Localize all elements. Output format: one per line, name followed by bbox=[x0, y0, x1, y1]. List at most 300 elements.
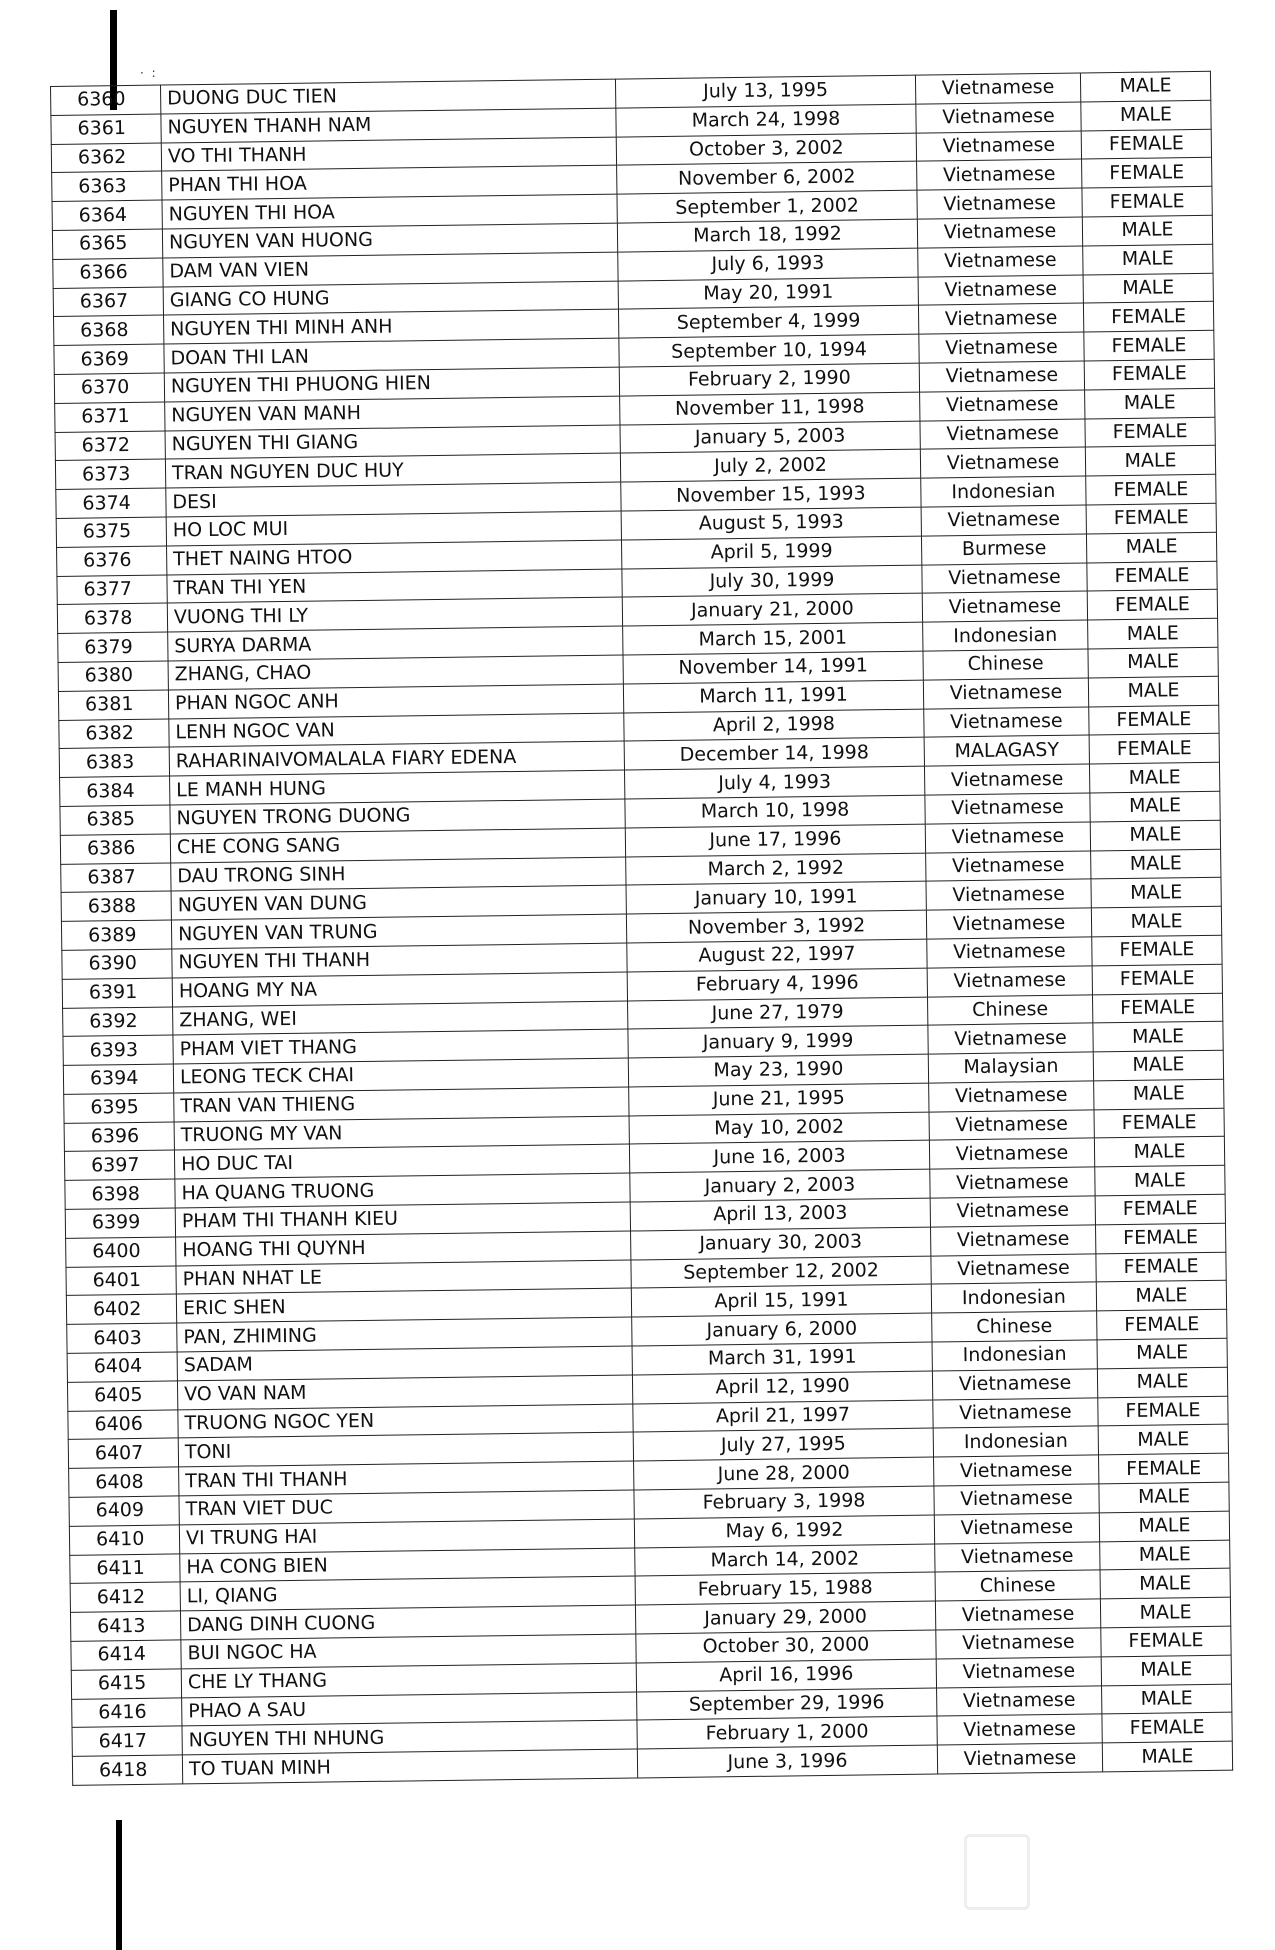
nationality-cell: Vietnamese bbox=[920, 447, 1085, 478]
person-name-cell: PHAM THI THANH KIEU bbox=[175, 1202, 630, 1237]
nationality-cell: Vietnamese bbox=[930, 1167, 1095, 1198]
person-name-cell: DAU TRONG SINH bbox=[171, 857, 626, 892]
person-name-cell: ERIC SHEN bbox=[176, 1288, 631, 1323]
record-id-cell: 6368 bbox=[54, 315, 164, 345]
gender-cell: MALE bbox=[1085, 388, 1215, 418]
person-name-cell: HOANG MY NA bbox=[172, 972, 627, 1007]
record-id-cell: 6405 bbox=[67, 1381, 177, 1411]
birth-date-cell: March 31, 1991 bbox=[632, 1342, 932, 1375]
birth-date-cell: January 5, 2003 bbox=[620, 421, 920, 454]
person-name-cell: VO THI THANH bbox=[161, 137, 616, 172]
record-id-cell: 6390 bbox=[62, 949, 172, 979]
record-id-cell: 6402 bbox=[66, 1294, 176, 1324]
nationality-cell: Vietnamese bbox=[936, 1657, 1101, 1688]
gender-cell: MALE bbox=[1082, 215, 1212, 245]
nationality-cell: Vietnamese bbox=[919, 361, 1084, 392]
record-id-cell: 6384 bbox=[60, 776, 170, 806]
roster-body bbox=[51, 71, 1233, 1785]
gender-cell: FEMALE bbox=[1092, 964, 1222, 994]
record-id-cell: 6413 bbox=[70, 1611, 180, 1641]
nationality-cell: Vietnamese bbox=[936, 1628, 1101, 1659]
gender-cell: FEMALE bbox=[1092, 935, 1222, 965]
person-name-cell: NGUYEN THI THANH bbox=[172, 943, 627, 978]
gender-cell: FEMALE bbox=[1083, 302, 1213, 332]
record-id-cell: 6415 bbox=[71, 1669, 181, 1699]
birth-date-cell: June 21, 1995 bbox=[629, 1083, 929, 1116]
birth-date-cell: March 18, 1992 bbox=[617, 219, 917, 252]
person-name-cell: RAHARINAIVOMALALA FIARY EDENA bbox=[169, 741, 624, 776]
nationality-cell: Chinese bbox=[932, 1311, 1097, 1342]
birth-date-cell: November 3, 1992 bbox=[626, 910, 926, 943]
person-name-cell: NGUYEN VAN MANH bbox=[165, 396, 620, 431]
record-id-cell: 6370 bbox=[54, 373, 164, 403]
person-name-cell: NGUYEN THI HOA bbox=[162, 194, 617, 229]
birth-date-cell: April 15, 1991 bbox=[631, 1285, 931, 1318]
nationality-cell: MALAGASY bbox=[924, 735, 1089, 766]
record-id-cell: 6403 bbox=[67, 1323, 177, 1353]
gender-cell: MALE bbox=[1094, 1137, 1224, 1167]
person-name-cell: NGUYEN TRONG DUONG bbox=[170, 799, 625, 834]
birth-date-cell: February 15, 1988 bbox=[635, 1572, 935, 1605]
person-name-cell: TRAN NGUYEN DUC HUY bbox=[165, 453, 620, 488]
record-id-cell: 6398 bbox=[65, 1179, 175, 1209]
person-name-cell: TO TUAN MINH bbox=[182, 1749, 637, 1784]
nationality-cell: Vietnamese bbox=[932, 1369, 1097, 1400]
gender-cell: MALE bbox=[1090, 791, 1220, 821]
gender-cell: MALE bbox=[1088, 647, 1218, 677]
birth-date-cell: July 27, 1995 bbox=[633, 1429, 933, 1462]
person-name-cell: NGUYEN VAN TRUNG bbox=[171, 914, 626, 949]
birth-date-cell: January 29, 2000 bbox=[635, 1601, 935, 1634]
nationality-cell: Vietnamese bbox=[927, 937, 1092, 968]
birth-date-cell: October 30, 2000 bbox=[636, 1630, 936, 1663]
gender-cell: FEMALE bbox=[1084, 330, 1214, 360]
birth-date-cell: September 4, 1999 bbox=[618, 306, 918, 339]
record-id-cell: 6382 bbox=[59, 719, 169, 749]
nationality-cell: Chinese bbox=[935, 1570, 1100, 1601]
record-id-cell: 6416 bbox=[72, 1698, 182, 1728]
person-name-cell: LI, QIANG bbox=[180, 1576, 635, 1611]
record-id-cell: 6365 bbox=[52, 229, 162, 259]
record-id-cell: 6362 bbox=[51, 143, 161, 173]
gender-cell: MALE bbox=[1083, 273, 1213, 303]
nationality-cell: Vietnamese bbox=[918, 246, 1083, 277]
gender-cell: MALE bbox=[1100, 1597, 1230, 1627]
person-name-cell: TRAN VIET DUC bbox=[179, 1490, 634, 1525]
record-id-cell: 6361 bbox=[51, 114, 161, 144]
birth-date-cell: March 14, 2002 bbox=[635, 1544, 935, 1577]
nationality-cell: Vietnamese bbox=[926, 850, 1091, 881]
nationality-cell: Vietnamese bbox=[934, 1513, 1099, 1544]
birth-date-cell: October 3, 2002 bbox=[616, 133, 916, 166]
person-name-cell: TRAN VAN THIENG bbox=[174, 1087, 629, 1122]
birth-date-cell: January 10, 1991 bbox=[626, 881, 926, 914]
birth-date-cell: July 4, 1993 bbox=[625, 766, 925, 799]
birth-date-cell: November 6, 2002 bbox=[617, 162, 917, 195]
birth-date-cell: May 23, 1990 bbox=[628, 1054, 928, 1087]
nationality-cell: Malaysian bbox=[928, 1052, 1093, 1083]
nationality-cell: Vietnamese bbox=[917, 188, 1082, 219]
birth-date-cell: August 22, 1997 bbox=[627, 939, 927, 972]
record-id-cell: 6366 bbox=[53, 258, 163, 288]
gender-cell: FEMALE bbox=[1095, 1194, 1225, 1224]
gender-cell: MALE bbox=[1094, 1079, 1224, 1109]
nationality-cell: Vietnamese bbox=[931, 1254, 1096, 1285]
nationality-cell: Vietnamese bbox=[929, 1110, 1094, 1141]
nationality-cell: Indonesian bbox=[931, 1282, 1096, 1313]
person-name-cell: DANG DINH CUONG bbox=[180, 1605, 635, 1640]
gender-cell: MALE bbox=[1085, 446, 1215, 476]
record-id-cell: 6418 bbox=[72, 1755, 182, 1785]
birth-date-cell: April 2, 1998 bbox=[624, 709, 924, 742]
person-name-cell: HO LOC MUI bbox=[166, 511, 621, 546]
gender-cell: MALE bbox=[1100, 1569, 1230, 1599]
birth-date-cell: June 27, 1979 bbox=[628, 997, 928, 1030]
birth-date-cell: January 6, 2000 bbox=[632, 1313, 932, 1346]
record-id-cell: 6401 bbox=[66, 1266, 176, 1296]
person-name-cell: TRUONG MY VAN bbox=[174, 1116, 629, 1151]
person-name-cell: TONI bbox=[178, 1432, 633, 1467]
birth-date-cell: June 16, 2003 bbox=[629, 1141, 929, 1174]
nationality-cell: Indonesian bbox=[933, 1426, 1098, 1457]
birth-date-cell: July 13, 1995 bbox=[615, 75, 915, 108]
nationality-cell: Vietnamese bbox=[930, 1196, 1095, 1227]
record-id-cell: 6392 bbox=[63, 1006, 173, 1036]
gender-cell: MALE bbox=[1096, 1281, 1226, 1311]
person-name-cell: HA CONG BIEN bbox=[180, 1548, 635, 1583]
nationality-cell: Vietnamese bbox=[924, 706, 1089, 737]
record-id-cell: 6375 bbox=[56, 517, 166, 547]
person-name-cell: PAN, ZHIMING bbox=[177, 1317, 632, 1352]
person-name-cell: PHAN NHAT LE bbox=[176, 1260, 631, 1295]
nationality-cell: Vietnamese bbox=[918, 275, 1083, 306]
record-id-cell: 6409 bbox=[69, 1496, 179, 1526]
gender-cell: FEMALE bbox=[1092, 993, 1222, 1023]
person-name-cell: PHAM VIET THANG bbox=[173, 1029, 628, 1064]
gender-cell: FEMALE bbox=[1085, 417, 1215, 447]
person-name-cell: SURYA DARMA bbox=[168, 626, 623, 661]
nationality-cell: Vietnamese bbox=[917, 159, 1082, 190]
person-name-cell: PHAN NGOC ANH bbox=[168, 684, 623, 719]
nationality-cell: Vietnamese bbox=[922, 591, 1087, 622]
record-id-cell: 6373 bbox=[55, 459, 165, 489]
person-name-cell: NGUYEN THANH NAM bbox=[161, 108, 616, 143]
birth-date-cell: May 10, 2002 bbox=[629, 1112, 929, 1145]
birth-date-cell: March 2, 1992 bbox=[626, 853, 926, 886]
gender-cell: MALE bbox=[1097, 1367, 1227, 1397]
nationality-cell: Vietnamese bbox=[937, 1743, 1102, 1774]
nationality-cell: Vietnamese bbox=[937, 1685, 1102, 1716]
birth-date-cell: September 29, 1996 bbox=[637, 1688, 937, 1721]
gender-cell: MALE bbox=[1089, 762, 1219, 792]
person-name-cell: HO DUC TAI bbox=[174, 1144, 629, 1179]
person-name-cell: VUONG THI LY bbox=[167, 597, 622, 632]
person-name-cell: NGUYEN VAN HUONG bbox=[162, 223, 617, 258]
person-name-cell: BUI NGOC HA bbox=[181, 1634, 636, 1669]
watermark-logo-icon bbox=[964, 1834, 1030, 1910]
nationality-cell: Vietnamese bbox=[935, 1542, 1100, 1573]
record-id-cell: 6407 bbox=[68, 1438, 178, 1468]
person-name-cell: DUONG DUC TIEN bbox=[160, 79, 615, 114]
gender-cell: FEMALE bbox=[1089, 705, 1219, 735]
nationality-cell: Vietnamese bbox=[916, 131, 1081, 162]
gender-cell: FEMALE bbox=[1084, 359, 1214, 389]
birth-date-cell: November 11, 1998 bbox=[620, 392, 920, 425]
record-id-cell: 6369 bbox=[54, 344, 164, 374]
birth-date-cell: January 2, 2003 bbox=[630, 1169, 930, 1202]
record-id-cell: 6417 bbox=[72, 1726, 182, 1756]
birth-date-cell: January 21, 2000 bbox=[622, 593, 922, 626]
person-name-cell: VI TRUNG HAI bbox=[179, 1519, 634, 1554]
nationality-cell: Chinese bbox=[923, 649, 1088, 680]
gender-cell: MALE bbox=[1091, 849, 1221, 879]
person-name-cell: TRAN THI THANH bbox=[179, 1461, 634, 1496]
gender-cell: FEMALE bbox=[1097, 1309, 1227, 1339]
birth-date-cell: February 1, 2000 bbox=[637, 1716, 937, 1749]
person-name-cell: NGUYEN THI MINH ANH bbox=[164, 309, 619, 344]
gender-cell: FEMALE bbox=[1081, 129, 1211, 159]
gender-cell: FEMALE bbox=[1099, 1453, 1229, 1483]
gender-cell: MALE bbox=[1097, 1338, 1227, 1368]
nationality-cell: Vietnamese bbox=[918, 303, 1083, 334]
record-id-cell: 6406 bbox=[68, 1410, 178, 1440]
birth-date-cell: April 12, 1990 bbox=[632, 1371, 932, 1404]
nationality-cell: Vietnamese bbox=[925, 793, 1090, 824]
birth-date-cell: May 20, 1991 bbox=[618, 277, 918, 310]
record-id-cell: 6360 bbox=[51, 85, 161, 115]
birth-date-cell: February 3, 1998 bbox=[634, 1486, 934, 1519]
person-name-cell: CHE CONG SANG bbox=[170, 828, 625, 863]
nationality-cell: Vietnamese bbox=[933, 1398, 1098, 1429]
gender-cell: MALE bbox=[1099, 1511, 1229, 1541]
nationality-cell: Vietnamese bbox=[926, 908, 1091, 939]
record-id-cell: 6386 bbox=[60, 834, 170, 864]
record-id-cell: 6378 bbox=[57, 603, 167, 633]
record-id-cell: 6383 bbox=[59, 747, 169, 777]
person-name-cell: LEONG TECK CHAI bbox=[173, 1058, 628, 1093]
nationality-cell: Vietnamese bbox=[926, 879, 1091, 910]
record-id-cell: 6400 bbox=[66, 1237, 176, 1267]
birth-date-cell: August 5, 1993 bbox=[621, 507, 921, 540]
person-name-cell: DAM VAN VIEN bbox=[163, 252, 618, 287]
person-name-cell: SADAM bbox=[177, 1346, 632, 1381]
birth-date-cell: September 1, 2002 bbox=[617, 190, 917, 223]
nationality-cell: Chinese bbox=[927, 994, 1092, 1025]
gender-cell: MALE bbox=[1088, 618, 1218, 648]
gender-cell: FEMALE bbox=[1087, 561, 1217, 591]
birth-date-cell: February 4, 1996 bbox=[627, 968, 927, 1001]
person-name-cell: DESI bbox=[166, 482, 621, 517]
gender-cell: MALE bbox=[1101, 1655, 1231, 1685]
gender-cell: MALE bbox=[1095, 1165, 1225, 1195]
gender-cell: FEMALE bbox=[1101, 1626, 1231, 1656]
gender-cell: FEMALE bbox=[1095, 1223, 1225, 1253]
gender-cell: FEMALE bbox=[1098, 1396, 1228, 1426]
record-id-cell: 6389 bbox=[61, 920, 171, 950]
record-id-cell: 6381 bbox=[58, 690, 168, 720]
record-id-cell: 6372 bbox=[55, 431, 165, 461]
birth-date-cell: July 6, 1993 bbox=[618, 248, 918, 281]
nationality-cell: Indonesian bbox=[923, 620, 1088, 651]
birth-date-cell: January 9, 1999 bbox=[628, 1025, 928, 1058]
gender-cell: FEMALE bbox=[1086, 503, 1216, 533]
gender-cell: MALE bbox=[1098, 1425, 1228, 1455]
person-name-cell: LENH NGOC VAN bbox=[169, 713, 624, 748]
nationality-cell: Vietnamese bbox=[917, 217, 1082, 248]
person-name-cell: NGUYEN VAN DUNG bbox=[171, 885, 626, 920]
gender-cell: MALE bbox=[1090, 820, 1220, 850]
gender-cell: FEMALE bbox=[1082, 158, 1212, 188]
roster-table bbox=[50, 71, 1233, 1786]
gender-cell: MALE bbox=[1083, 244, 1213, 274]
record-id-cell: 6374 bbox=[56, 488, 166, 518]
birth-date-cell: May 6, 1992 bbox=[634, 1515, 934, 1548]
birth-date-cell: September 12, 2002 bbox=[631, 1256, 931, 1289]
scan-speckles: · : bbox=[140, 66, 158, 80]
birth-date-cell: April 21, 1997 bbox=[633, 1400, 933, 1433]
record-id-cell: 6363 bbox=[52, 171, 162, 201]
birth-date-cell: December 14, 1998 bbox=[624, 737, 924, 770]
gender-cell: FEMALE bbox=[1089, 734, 1219, 764]
nationality-cell: Vietnamese bbox=[925, 822, 1090, 853]
nationality-cell: Indonesian bbox=[932, 1340, 1097, 1371]
birth-date-cell: March 24, 1998 bbox=[616, 104, 916, 137]
person-name-cell: NGUYEN THI GIANG bbox=[165, 425, 620, 460]
nationality-cell: Vietnamese bbox=[915, 73, 1080, 104]
birth-date-cell: July 2, 2002 bbox=[620, 449, 920, 482]
person-name-cell: TRUONG NGOC YEN bbox=[178, 1404, 633, 1439]
nationality-cell: Vietnamese bbox=[927, 966, 1092, 997]
nationality-cell: Vietnamese bbox=[923, 678, 1088, 709]
person-name-cell: CHE LY THANG bbox=[181, 1663, 636, 1698]
record-id-cell: 6388 bbox=[61, 891, 171, 921]
record-id-cell: 6364 bbox=[52, 200, 162, 230]
gender-cell: MALE bbox=[1093, 1022, 1223, 1052]
record-id-cell: 6412 bbox=[70, 1582, 180, 1612]
gender-cell: FEMALE bbox=[1082, 186, 1212, 216]
birth-date-cell: November 14, 1991 bbox=[623, 651, 923, 684]
person-name-cell: NGUYEN THI NHUNG bbox=[182, 1720, 637, 1755]
record-id-cell: 6396 bbox=[64, 1122, 174, 1152]
person-name-cell: THET NAING HTOO bbox=[167, 540, 622, 575]
record-id-cell: 6408 bbox=[69, 1467, 179, 1497]
record-id-cell: 6395 bbox=[64, 1093, 174, 1123]
gender-cell: MALE bbox=[1080, 71, 1210, 101]
person-name-cell: VO VAN NAM bbox=[177, 1375, 632, 1410]
record-id-cell: 6387 bbox=[61, 863, 171, 893]
nationality-cell: Burmese bbox=[921, 534, 1086, 565]
record-id-cell: 6393 bbox=[63, 1035, 173, 1065]
birth-date-cell: March 15, 2001 bbox=[623, 622, 923, 655]
birth-date-cell: June 28, 2000 bbox=[634, 1457, 934, 1490]
gender-cell: FEMALE bbox=[1087, 590, 1217, 620]
nationality-cell: Vietnamese bbox=[929, 1081, 1094, 1112]
record-id-cell: 6410 bbox=[69, 1525, 179, 1555]
nationality-cell: Vietnamese bbox=[934, 1455, 1099, 1486]
nationality-cell: Vietnamese bbox=[929, 1138, 1094, 1169]
person-name-cell: HOANG THI QUYNH bbox=[176, 1231, 631, 1266]
birth-date-cell: April 5, 1999 bbox=[621, 536, 921, 569]
record-id-cell: 6411 bbox=[70, 1554, 180, 1584]
record-id-cell: 6414 bbox=[71, 1640, 181, 1670]
nationality-cell: Vietnamese bbox=[919, 332, 1084, 363]
birth-date-cell: April 16, 1996 bbox=[636, 1659, 936, 1692]
nationality-cell: Indonesian bbox=[921, 476, 1086, 507]
birth-date-cell: March 11, 1991 bbox=[623, 680, 923, 713]
gender-cell: MALE bbox=[1100, 1540, 1230, 1570]
gender-cell: FEMALE bbox=[1086, 474, 1216, 504]
birth-date-cell: July 30, 1999 bbox=[622, 565, 922, 598]
record-id-cell: 6379 bbox=[58, 632, 168, 662]
person-name-cell: ZHANG, WEI bbox=[173, 1001, 628, 1036]
roster-sheet bbox=[50, 71, 1232, 1786]
gender-cell: FEMALE bbox=[1094, 1108, 1224, 1138]
scan-margin-mark-bottom bbox=[116, 1820, 122, 1950]
record-id-cell: 6367 bbox=[53, 287, 163, 317]
gender-cell: MALE bbox=[1099, 1482, 1229, 1512]
nationality-cell: Vietnamese bbox=[920, 390, 1085, 421]
gender-cell: FEMALE bbox=[1102, 1713, 1232, 1743]
person-name-cell: PHAO A SAU bbox=[182, 1692, 637, 1727]
person-name-cell: LE MANH HUNG bbox=[170, 770, 625, 805]
person-name-cell: DOAN THI LAN bbox=[164, 338, 619, 373]
birth-date-cell: January 30, 2003 bbox=[631, 1227, 931, 1260]
record-id-cell: 6391 bbox=[62, 978, 172, 1008]
nationality-cell: Vietnamese bbox=[921, 505, 1086, 536]
record-id-cell: 6380 bbox=[58, 661, 168, 691]
gender-cell: FEMALE bbox=[1096, 1252, 1226, 1282]
birth-date-cell: November 15, 1993 bbox=[621, 478, 921, 511]
nationality-cell: Vietnamese bbox=[922, 563, 1087, 594]
record-id-cell: 6371 bbox=[55, 402, 165, 432]
birth-date-cell: March 10, 1998 bbox=[625, 795, 925, 828]
gender-cell: MALE bbox=[1102, 1741, 1232, 1771]
nationality-cell: Vietnamese bbox=[920, 419, 1085, 450]
birth-date-cell: February 2, 1990 bbox=[619, 363, 919, 396]
gender-cell: MALE bbox=[1102, 1684, 1232, 1714]
person-name-cell: NGUYEN THI PHUONG HIEN bbox=[164, 367, 619, 402]
record-id-cell: 6377 bbox=[57, 575, 167, 605]
record-id-cell: 6376 bbox=[57, 546, 167, 576]
nationality-cell: Vietnamese bbox=[935, 1599, 1100, 1630]
person-name-cell: HA QUANG TRUONG bbox=[175, 1173, 630, 1208]
birth-date-cell: September 10, 1994 bbox=[619, 334, 919, 367]
gender-cell: MALE bbox=[1093, 1050, 1223, 1080]
record-id-cell: 6397 bbox=[64, 1150, 174, 1180]
nationality-cell: Vietnamese bbox=[928, 1023, 1093, 1054]
nationality-cell: Vietnamese bbox=[924, 764, 1089, 795]
person-name-cell: TRAN THI YEN bbox=[167, 569, 622, 604]
gender-cell: MALE bbox=[1081, 100, 1211, 130]
person-name-cell: PHAN THI HOA bbox=[162, 165, 617, 200]
person-name-cell: ZHANG, CHAO bbox=[168, 655, 623, 690]
nationality-cell: Vietnamese bbox=[931, 1225, 1096, 1256]
record-id-cell: 6404 bbox=[67, 1352, 177, 1382]
record-id-cell: 6399 bbox=[65, 1208, 175, 1238]
gender-cell: MALE bbox=[1088, 676, 1218, 706]
record-id-cell: 6385 bbox=[60, 805, 170, 835]
birth-date-cell: April 13, 2003 bbox=[630, 1198, 930, 1231]
gender-cell: MALE bbox=[1091, 878, 1221, 908]
record-id-cell: 6394 bbox=[63, 1064, 173, 1094]
person-name-cell: GIANG CO HUNG bbox=[163, 281, 618, 316]
gender-cell: MALE bbox=[1091, 906, 1221, 936]
birth-date-cell: June 17, 1996 bbox=[625, 824, 925, 857]
nationality-cell: Vietnamese bbox=[937, 1714, 1102, 1745]
birth-date-cell: June 3, 1996 bbox=[637, 1745, 937, 1778]
nationality-cell: Vietnamese bbox=[934, 1484, 1099, 1515]
gender-cell: MALE bbox=[1086, 532, 1216, 562]
